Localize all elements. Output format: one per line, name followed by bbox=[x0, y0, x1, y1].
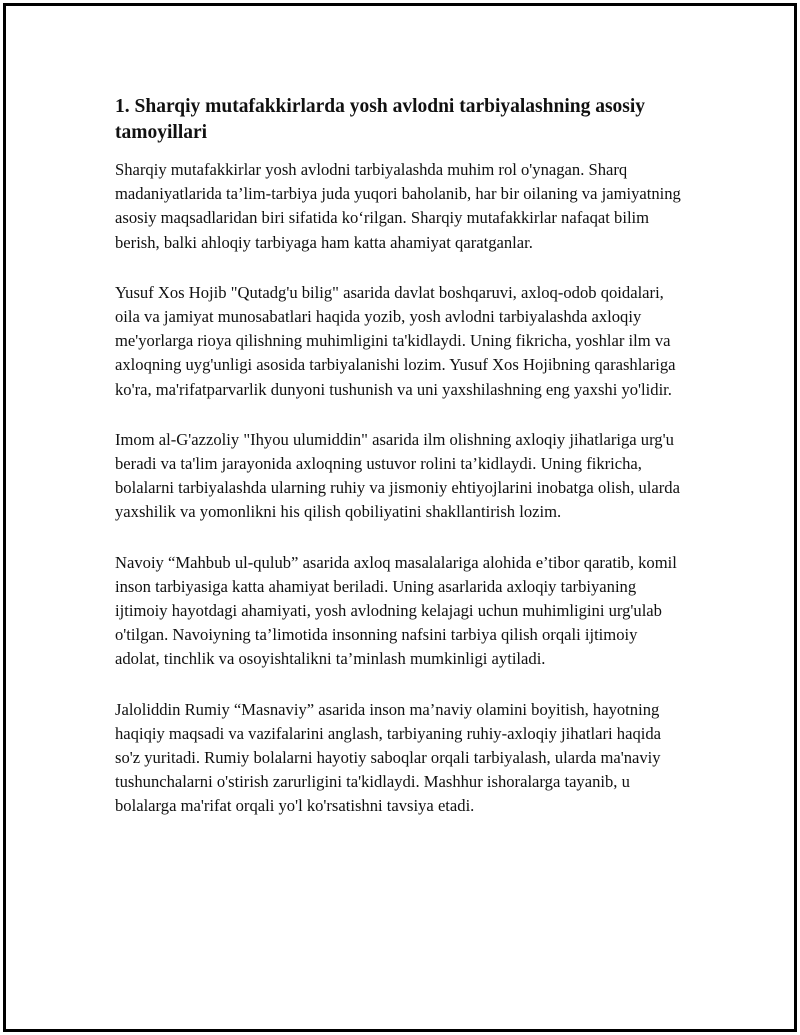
paragraph-intro: Sharqiy mutafakkirlar yosh avlodni tarbiyalashda muhim rol o'ynagan. Sharq madaniyatlarida ta’lim-tarbiya juda yuqori baholanib, har bir oilaning va jamiyatning asosiy maqsadlaridan biri sifatida ko‘rilgan. Sharqiy mutafakkirlar nafaqat bilim berish, balki ahloqiy tarbiyaga ham katta ahamiyat qaratganlar. bbox=[115, 160, 681, 252]
section-heading: 1. Sharqiy mutafakkirlarda yosh avlodni tarbiyalashning asosiy tamoyillari bbox=[115, 96, 646, 143]
paragraph-yusuf-xos-hojib: Yusuf Xos Hojib "Qutadg'u bilig" asarida davlat boshqaruvi, axloq-odob qoidalari, oila va jamiyat munosabatlari haqida yozib, yosh avlodni tarbiyalashda axloqiy me'yorlarga rioya qilishning muhimligini ta'kidlaydi. Uning fikricha, yoshlar ilm va axloqning uyg'unligi asosida tarbiyalanishi lozim. Yusuf Xos Hojibning qarashlariga ko'ra, ma'rifatparvarlik dunyoni tushunish va uni yaxshilashning eng yaxshi yo'lidir. bbox=[115, 282, 676, 399]
document-body bbox=[115, 94, 683, 845]
paragraph-al-gazzoliy: Imom al-G'azzoliy "Ihyou ulumiddin" asarida ilm olishning axloqiy jihatlariga urg'u beradi va ta'lim jarayonida axloqning ustuvor rolini ta’kidlaydi. Uning fikricha, bolalarni tarbiyalashda ularning ruhiy va jismoniy ehtiyojlarini inobatga olish, ularda yaxshilik va yomonlikni his qilish qobiliyatini shakllantirish lozim. bbox=[115, 429, 680, 522]
paragraph-rumiy: Jaloliddin Rumiy “Masnaviy” asarida inson ma’naviy olamini boyitish, hayotning haqiqiy maqsadi va vazifalarini anglash, tarbiyaning ruhiy-axloqiy jihatlari haqida so'z yuritadi. Rumiy bolalarni hayotiy saboqlar orqali tarbiyalash, ularda ma'naviy tushunchalarni o'stirish zarurligini ta'kidlaydi. Mashhur ishoralarga tayanib, u bolalarga ma'rifat orqali yo'l ko'rsatishni tavsiya etadi. bbox=[115, 699, 662, 816]
paragraph-navoiy: Navoiy “Mahbub ul-qulub” asarida axloq masalalariga alohida e’tibor qaratib, komil inson tarbiyasiga katta ahamiyat beriladi. Uning asarlarida axloqiy tarbiyaning ijtimoiy hayotdagi ahamiyati, yosh avlodning kelajagi uchun muhimligini urg'ulab o'tilgan. Navoiyning ta’limotida insonning nafsini tarbiya qilish orqali ijtimoiy adolat, tinchlik va osoyishtalikni ta’minlash mumkinligi aytiladi. bbox=[115, 552, 677, 669]
